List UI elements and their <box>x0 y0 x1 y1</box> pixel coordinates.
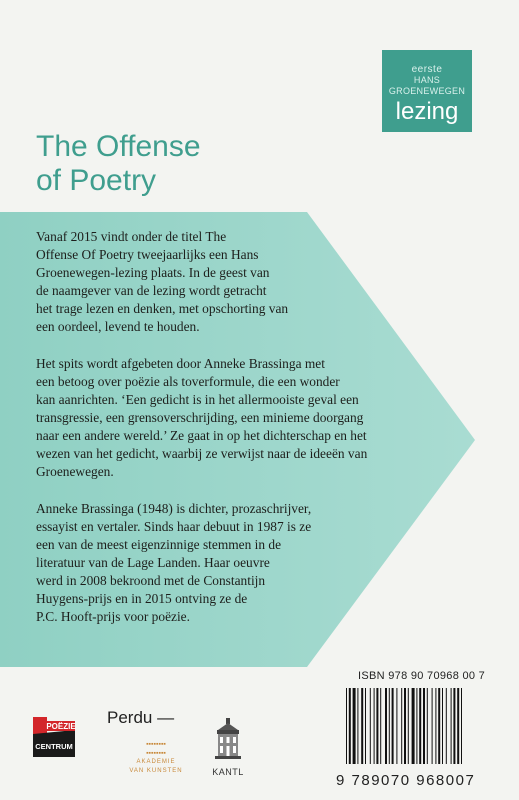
barcode-bar <box>438 688 440 764</box>
barcode-bar <box>396 688 397 764</box>
barcode-bar <box>385 688 387 764</box>
barcode-bar <box>446 688 447 764</box>
barcode-bar <box>432 688 433 764</box>
barcode-bar <box>442 688 443 764</box>
book-title-line-2: of Poetry <box>36 164 157 197</box>
barcode-bar <box>376 688 378 764</box>
barcode-bar <box>412 688 415 764</box>
poezie-logo-line-1: POËZIE <box>46 722 76 731</box>
barcode-bar <box>461 688 462 764</box>
badge-hans: HANS <box>413 75 441 85</box>
barcode <box>344 688 496 764</box>
poezie-centrum-logo <box>31 716 77 758</box>
kantl-label: KANTL <box>212 767 244 777</box>
barcode-bar <box>401 688 402 764</box>
building-icon <box>212 718 244 762</box>
blurb-paragraph-2: Het spits wordt afgebeten door Anneke Brassinga met een betoog over poëzie als toverformule, die een wonder kan aanrichten. ‘Een gedicht is in het allermooiste geval een transgressie, een grensoverschrijding, een minieme doorgang naar een andere wereld.’ Ze gaat in op het dichterschap en het wezen van het gedicht, waarbij ze verwijst naar de ideeën van Groenewegen. <box>36 356 368 479</box>
barcode-bar <box>365 688 366 764</box>
barcode-bar <box>427 688 428 764</box>
akademie-line-2: VAN KUNSTEN <box>129 768 183 774</box>
barcode-bar <box>370 688 371 764</box>
isbn-digits: 9 789070 968007 <box>336 772 476 789</box>
barcode-bar <box>392 688 394 764</box>
barcode-bar <box>361 688 363 764</box>
barcode-bar <box>435 688 436 764</box>
blurb-text <box>36 228 436 645</box>
barcode-bar <box>419 688 421 764</box>
book-title <box>36 130 201 198</box>
barcode-bar <box>374 688 375 764</box>
akademie-line-1: AKADEMIE <box>136 759 176 765</box>
barcode-bar <box>389 688 390 764</box>
badge-groenewegen: GROENEWEGEN <box>388 86 466 96</box>
barcode-bar <box>408 688 409 764</box>
badge-eerste: eerste <box>411 64 443 75</box>
blurb-paragraph-1: Vanaf 2015 vindt onder de titel The Offense Of Poetry tweejaarlijks een Hans Groenewegen-lezing plaats. In de geest van de naamgever van de lezing wordt getracht het trage lezen en denken, met opschorting van een oordeel, levend te houden. <box>36 229 289 334</box>
barcode-bar <box>346 688 347 764</box>
barcode-bar <box>380 688 381 764</box>
badge-lezing: lezing <box>395 98 459 125</box>
barcode-bar <box>404 688 406 764</box>
barcode-bar <box>357 688 358 764</box>
barcode-bar <box>453 688 455 764</box>
barcode-bar <box>451 688 452 764</box>
book-title-line-1: The Offense <box>36 130 201 163</box>
barcode-bar <box>349 688 351 764</box>
lecture-series-badge <box>382 50 472 132</box>
barcode-bar <box>416 688 417 764</box>
barcode-bar <box>423 688 425 764</box>
poezie-logo-line-2: CENTRUM <box>35 742 73 751</box>
perdu-label: Perdu — <box>107 708 175 727</box>
barcode-bar <box>457 688 459 764</box>
akademie-van-kunsten-logo <box>126 740 186 776</box>
isbn-label: ISBN 978 90 70968 00 7 <box>358 670 486 682</box>
kantl-logo <box>208 718 248 778</box>
blurb-paragraph-3: Anneke Brassinga (1948) is dichter, prozaschrijver, essayist en vertaler. Sinds haar debuut in 1987 is ze een van de meest eigenzinnige stemmen in de literatuur van de Lage Landen. Haar oeuvre werd in 2008 bekroond met de Constantijn Huygens-prijs en in 2015 ontving ze de P.C. Hooft-prijs voor poëzie. <box>36 501 312 624</box>
barcode-bar <box>353 688 356 764</box>
akademie-dots-icon: ▪▪▪▪▪▪▪▪ ▪▪▪▪▪▪▪▪ <box>146 741 166 757</box>
